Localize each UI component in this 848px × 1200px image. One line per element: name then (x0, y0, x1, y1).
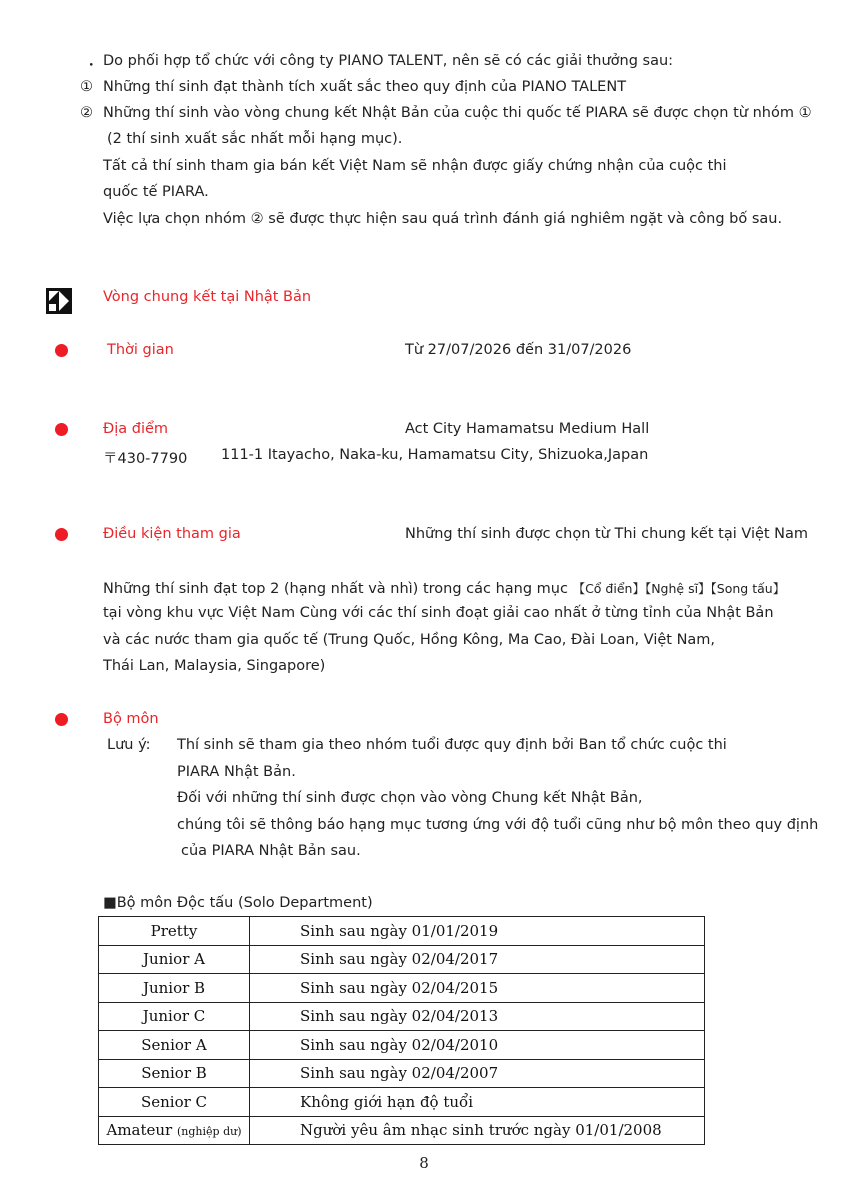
item-1-text: Những thí sinh đạt thành tích xuất sắc theo quy định của PIANO TALENT (103, 79, 627, 95)
table-row (99, 1059, 705, 1088)
category-cell: Junior A (99, 945, 250, 974)
intro-line-1: Do phối hợp tổ chức với công ty PIANO TALENT, nên sẽ có các giải thưởng sau: (103, 53, 674, 69)
solo-table-title: ■Bộ môn Độc tấu (Solo Department) (103, 895, 373, 911)
item-2-continued: (2 thí sinh xuất sắc nhất mỗi hạng mục). (107, 131, 403, 147)
table-row (99, 1002, 705, 1031)
amateur-note: (nghiệp dư) (177, 1125, 242, 1139)
time-value: Từ 27/07/2026 đến 31/07/2026 (405, 342, 632, 358)
department-label: Bộ môn (103, 711, 159, 727)
conditions-paragraph-2: tại vòng khu vực Việt Nam Cùng với các thí sinh đoạt giải cao nhất ở từng tỉnh của Nhật Bản (103, 605, 774, 621)
table-row (99, 974, 705, 1003)
piara-logo-icon (46, 288, 72, 314)
condition-cell: Sinh sau ngày 02/04/2007 (250, 1059, 705, 1088)
table-row (99, 1116, 705, 1145)
certificate-line-2: quốc tế PIARA. (103, 184, 209, 200)
condition-cell: Sinh sau ngày 02/04/2017 (250, 945, 705, 974)
condition-cell: Sinh sau ngày 02/04/2013 (250, 1002, 705, 1031)
item-1-marker: ① (80, 79, 93, 95)
bullet-dot-icon (55, 423, 68, 436)
category-cell: Senior C (99, 1088, 250, 1117)
note-line-2: PIARA Nhật Bản. (177, 764, 296, 780)
venue-value: Act City Hamamatsu Medium Hall (405, 421, 650, 437)
condition-cell: Người yêu âm nhạc sinh trước ngày 01/01/2008 (250, 1116, 705, 1145)
bullet-dot-icon (55, 713, 68, 726)
page-number: 8 (419, 1154, 429, 1172)
conditions-text: Những thí sinh đạt top 2 (hạng nhất và nhì) trong các hạng mục (103, 581, 573, 597)
conditions-value: Những thí sinh được chọn từ Thi chung kết tại Việt Nam (405, 526, 809, 542)
note-line-1: Thí sinh sẽ tham gia theo nhóm tuổi được quy định bởi Ban tổ chức cuộc thi (177, 737, 727, 753)
table-row (99, 1031, 705, 1060)
bullet-dot-icon (55, 344, 68, 357)
amateur-category-cell (99, 1116, 250, 1145)
condition-cell: Sinh sau ngày 02/04/2010 (250, 1031, 705, 1060)
category-cell: Senior A (99, 1031, 250, 1060)
category-cell: Pretty (99, 917, 250, 946)
condition-cell: Sinh sau ngày 01/01/2019 (250, 917, 705, 946)
selection-note: Việc lựa chọn nhóm ② sẽ được thực hiện sau quá trình đánh giá nghiêm ngặt và công bố sau. (103, 211, 783, 227)
condition-cell: Không giới hạn độ tuổi (250, 1088, 705, 1117)
note-line-5: của PIARA Nhật Bản sau. (181, 843, 361, 859)
category-cell: Junior C (99, 1002, 250, 1031)
table-row (99, 1088, 705, 1117)
categories-list: 【Cổ điển】【Nghệ sĩ】【Song tấu】 (572, 581, 786, 596)
category-cell: Senior B (99, 1059, 250, 1088)
note-line-4: chúng tôi sẽ thông báo hạng mục tương ứng với độ tuổi cũng như bộ môn theo quy định (177, 817, 819, 833)
category-cell: Junior B (99, 974, 250, 1003)
time-label: Thời gian (107, 342, 174, 358)
conditions-paragraph-3: và các nước tham gia quốc tế (Trung Quốc, Hồng Kông, Ma Cao, Đài Loan, Việt Nam, (103, 632, 716, 648)
item-2-text: Những thí sinh vào vòng chung kết Nhật Bản của cuộc thi quốc tế PIARA sẽ được chọn từ nhóm ① (103, 105, 812, 121)
certificate-line-1: Tất cả thí sinh tham gia bán kết Việt Nam sẽ nhận được giấy chứng nhận của cuộc thi (103, 158, 727, 174)
table-row (99, 945, 705, 974)
item-2-marker: ② (80, 105, 93, 121)
amateur-category: Amateur (106, 1121, 173, 1140)
solo-department-table (98, 916, 705, 1145)
conditions-paragraph-1 (103, 579, 785, 597)
section-title: Vòng chung kết tại Nhật Bản (103, 289, 312, 305)
conditions-paragraph-4: Thái Lan, Malaysia, Singapore) (103, 658, 326, 674)
note-line-3: Đối với những thí sinh được chọn vào vòng Chung kết Nhật Bản, (177, 790, 643, 806)
table-row (99, 917, 705, 946)
bullet-dot-icon (55, 528, 68, 541)
postal-code: 〒430-7790 (103, 451, 188, 467)
venue-address: 111-1 Itayacho, Naka-ku, Hamamatsu City, Shizuoka,Japan (221, 447, 649, 463)
intro-bullet: ・ (84, 58, 99, 74)
note-label: Lưu ý: (107, 737, 151, 753)
condition-cell: Sinh sau ngày 02/04/2015 (250, 974, 705, 1003)
conditions-label: Điều kiện tham gia (103, 526, 241, 542)
venue-label: Địa điểm (103, 421, 169, 437)
